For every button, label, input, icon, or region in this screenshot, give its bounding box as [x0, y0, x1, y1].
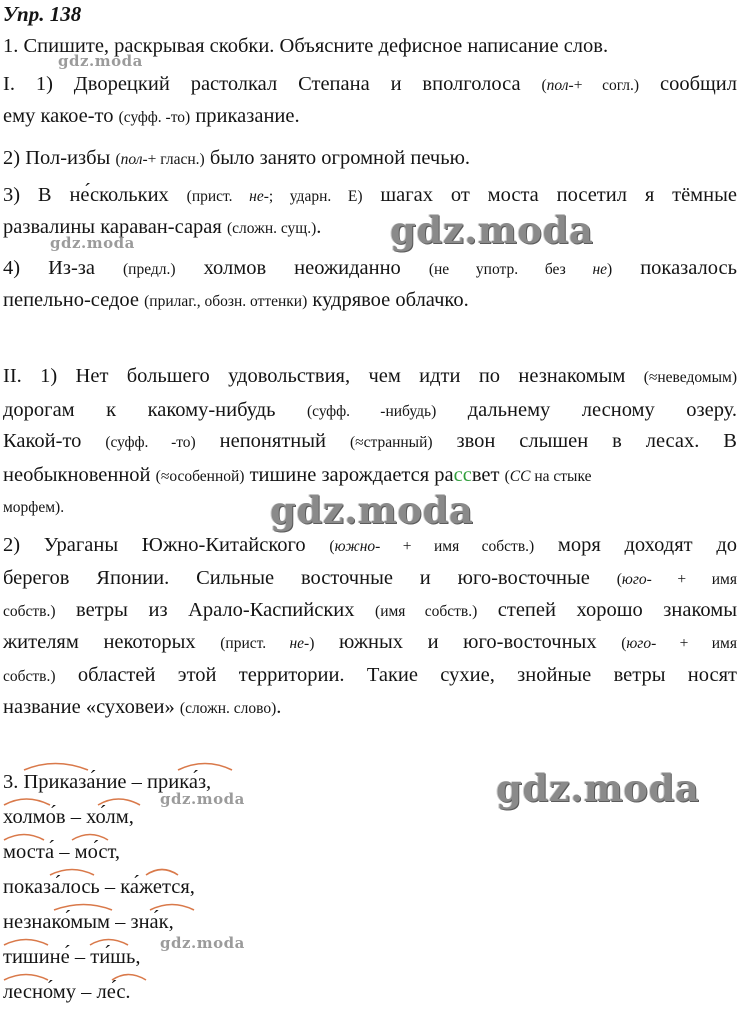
part2-line-11: название «суховеи» (сложн. слово). [3, 696, 282, 718]
root-arc [54, 905, 112, 911]
watermark-small: gdz.moda [160, 790, 245, 808]
root-arc [4, 940, 48, 946]
exercise-title: Упр. 138 [3, 2, 82, 26]
part1-line-6: 4) Из-за (предл.) холмов неожиданно (не употр. без не) показалось [3, 257, 737, 279]
root-arc [90, 940, 128, 946]
part2-line-4: необыкновенной (≈особенной) тишине зарождается рассвет (СС на стыке [3, 464, 592, 486]
part2-line-3: Какой-то (суфф. -то) непонятный (≈странный) звон слышен в лесах. В [3, 430, 737, 452]
root-arc [178, 764, 232, 771]
part2-line-2: дорогам к какому-нибудь (суфф. -нибудь) дальнему лесному озеру. [3, 399, 738, 421]
root-arc [72, 835, 108, 841]
root-arc [24, 764, 88, 771]
root-arc [4, 799, 50, 805]
task-text: 1. Спишите, раскрывая скобки. Объясните дефисное написание слов. [3, 35, 609, 57]
part2-line-6: 2) Ураганы Южно-Китайского (южно- + имя собств.) моря доходят до [3, 534, 738, 556]
part1-line-3: 2) Пол-избы (пол-+ гласн.) было занято огромной печью. [3, 147, 471, 169]
root-arc [112, 975, 146, 981]
watermark-large: gdz.moda [496, 766, 700, 810]
watermark-large: gdz.moda [270, 488, 474, 532]
pair-line-5: незнако́мым – зна́к, [3, 911, 174, 933]
part1-line-4: 3) В не́скольких (прист. не-; ударн. Е) шагах от моста посетил я тёмные [3, 184, 737, 206]
watermark-small: gdz.moda [50, 234, 135, 252]
root-arc [50, 870, 94, 876]
root-arc [146, 870, 178, 876]
pair-line-4: показа́лось – ка́жется, [3, 876, 195, 898]
part1-line-2: ему какое-то (суфф. -то) приказание. [3, 105, 300, 127]
pair-line-7: лесно́му – ле́с. [3, 981, 131, 1003]
root-arc [150, 905, 194, 911]
part2-line-7: берегов Японии. Сильные восточные и юго-восточные (юго- + имя [3, 567, 737, 589]
part1-line-7: пепельно-седое (прилаг., обозн. оттенки) кудрявое облачко. [3, 289, 469, 311]
part1-line-5: развалины караван-сарая (сложн. сущ.). [3, 216, 322, 238]
part2-line-10: собств.) областей этой территории. Такие сухие, знойные ветры носят [3, 664, 737, 686]
root-arc [4, 975, 48, 981]
root-arc [98, 799, 140, 805]
pair-line-2: холмо́в – хо́лм, [3, 806, 134, 828]
part2-line-9: жителям некоторых (прист. не-) южных и юго-восточных (юго- + имя [3, 631, 737, 653]
part2-line-1: II. 1) Нет большего удовольствия, чем идти по незнакомым (≈неведомым) [3, 365, 737, 387]
pair-line-6: тишине́ – ти́шь, [3, 946, 141, 968]
watermark-small: gdz.moda [160, 934, 245, 952]
root-arc [4, 835, 44, 841]
pair-line-3: моста́ – мо́ст, [3, 841, 121, 863]
part1-line-1: I. 1) Дворецкий растолкал Степана и вполголоса (пол-+ согл.) сообщил [3, 73, 737, 95]
highlighted-ss: сс [453, 464, 472, 486]
watermark-large: gdz.moda [390, 208, 594, 252]
part2-line-8: собств.) ветры из Арало-Каспийских (имя собств.) степей хорошо знакомы [3, 599, 737, 621]
part2-line-5: морфем). [3, 499, 65, 516]
watermark-small: gdz.moda [58, 52, 143, 70]
pair-line-1: 3. Приказа́ние – прика́з, [3, 771, 212, 793]
